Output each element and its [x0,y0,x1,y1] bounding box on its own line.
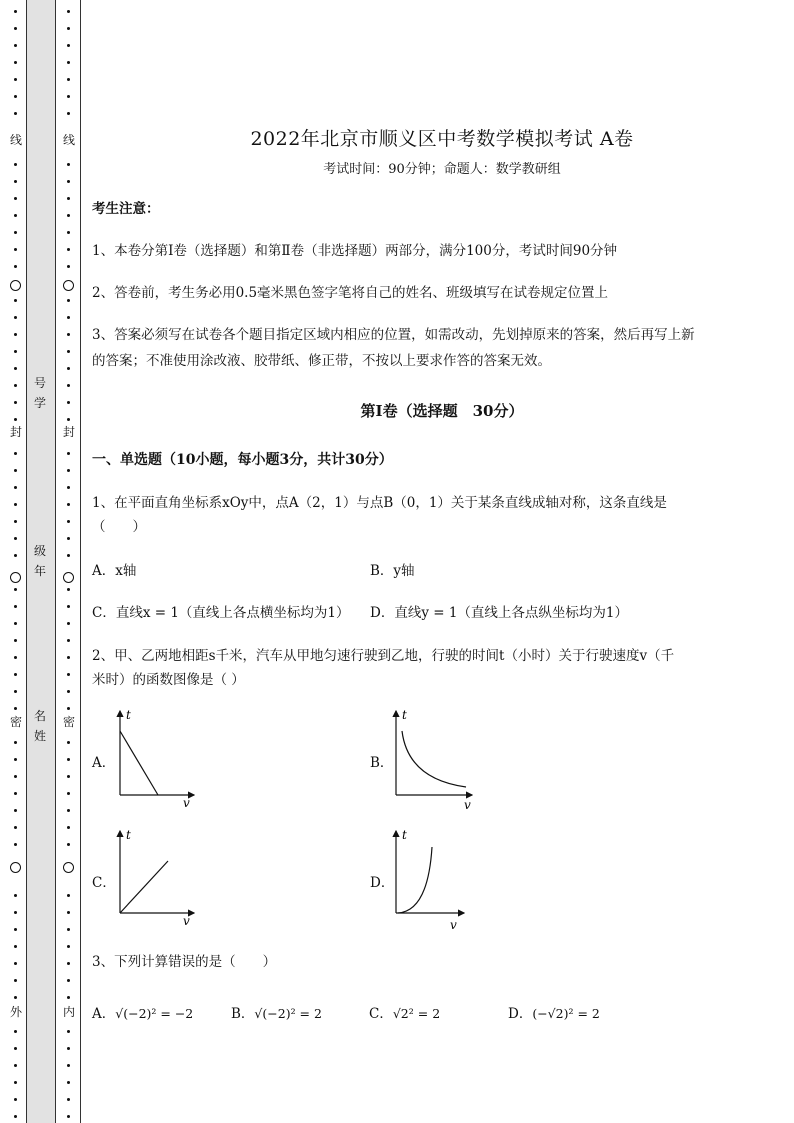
binding-dot [14,1047,17,1050]
binding-dot [14,27,17,30]
binding-dot [67,1030,70,1033]
field-grade-char2: 年 [33,564,46,578]
axis-t-label: t [402,708,407,722]
binding-circle [63,280,74,291]
q3-option-d[interactable] [508,1004,600,1024]
binding-dot [67,1081,70,1084]
binding-dot [14,792,17,795]
notice-item-3: 3、答案必须写在试卷各个题目指定区域内相应的位置，如需改动，先划掉原来的答案，然后再写上新 [92,327,695,343]
outer-dotted-line [9,0,23,1123]
binding-dot [67,231,70,234]
binding-dot [67,10,70,13]
binding-dot [67,1047,70,1050]
binding-dot [67,248,70,251]
q3-stem: 3、下列计算错误的是（ ） [92,954,277,970]
binding-dot [67,1098,70,1101]
binding-dot [67,44,70,47]
q3-option-a[interactable] [92,1004,193,1024]
binding-dot [14,44,17,47]
binding-dot [14,928,17,931]
binding-dot [14,996,17,999]
q1-option-a[interactable]: A．x轴 [92,563,137,579]
q2-option-b[interactable]: B． [370,755,394,771]
binding-rule [80,0,81,1123]
binding-dot [67,962,70,965]
outer-mark-outside: 外 [9,1005,22,1019]
binding-dot [67,1064,70,1067]
inner-mark-line: 线 [62,133,75,147]
binding-dot [67,758,70,761]
binding-dot [14,894,17,897]
exam-title: 2022年北京市顺义区中考数学模拟考试 A卷 [250,128,634,150]
binding-dot [67,707,70,710]
q1-option-d[interactable]: D．直线y = 1（直线上各点纵坐标均为1） [370,605,629,621]
binding-circle [63,572,74,583]
inner-mark-inside: 内 [62,1005,75,1019]
binding-dot [14,180,17,183]
q1-option-b[interactable]: B．y轴 [370,563,415,579]
q2-stem: 2、甲、乙两地相距s千米，汽车从甲地匀速行驶到乙地，行驶的时间t（小时）关于行驶速度v（千 [92,648,675,664]
binding-dot [67,197,70,200]
binding-dot [14,758,17,761]
q3-option-b[interactable] [231,1004,322,1024]
outer-mark-seal: 封 [9,425,22,439]
axis-v-label: v [464,798,471,812]
binding-dot [14,333,17,336]
inner-mark-seal: 封 [62,425,75,439]
binding-dot [14,469,17,472]
binding-dot [67,214,70,217]
binding-dot [14,537,17,540]
binding-dot [67,61,70,64]
binding-dot [67,656,70,659]
binding-dot [14,316,17,319]
binding-dot [67,78,70,81]
binding-dot [14,299,17,302]
outer-mark-line: 线 [9,133,22,147]
binding-dot [14,197,17,200]
binding-dot [14,690,17,693]
binding-dot [67,384,70,387]
q1-stem: 1、在平面直角坐标系xOy中，点A（2，1）与点B（0，1）关于某条直线成轴对称，这条直线是 [92,495,667,511]
binding-dot [67,418,70,421]
function-curve [120,731,158,795]
binding-dot [67,401,70,404]
binding-dot [67,537,70,540]
section-title: 第I卷（选择题 30分） [360,402,524,420]
binding-dot [14,231,17,234]
binding-dot [67,1115,70,1118]
binding-dot [67,622,70,625]
q3-option-d-expr: (−√2)² = 2 [532,1006,600,1021]
q3-option-c-expr: √2² = 2 [392,1006,441,1021]
notice-item-3-cont: 的答案；不准使用涂改液、胶带纸、修正带，不按以上要求作答的答案无效。 [92,353,551,369]
binding-dot [67,996,70,999]
binding-dot [67,979,70,982]
binding-dot [14,248,17,251]
binding-dot [14,401,17,404]
binding-dot [14,1115,17,1118]
function-curve [398,847,432,913]
q3-option-a-expr: √(−2)² = −2 [115,1006,194,1021]
binding-dot [67,588,70,591]
q2-graph-c[interactable] [110,825,200,930]
q3-option-d-letter: D． [508,1006,533,1022]
binding-dot [14,61,17,64]
binding-dot [14,1030,17,1033]
binding-dot [14,520,17,523]
q2-graph-a[interactable] [110,705,200,810]
inner-mark-secret: 密 [62,715,75,729]
notice-item-2: 2、答卷前，考生务必用0.5毫米黑色签字笔将自己的姓名、班级填写在试卷规定位置上 [92,285,609,301]
q2-option-c[interactable]: C． [92,875,116,891]
q2-stem-cont: 米时）的函数图像是（ ） [92,672,245,688]
q1-option-c[interactable]: C．直线x = 1（直线上各点横坐标均为1） [92,605,350,621]
q3-option-b-letter: B． [231,1006,255,1022]
binding-dot [14,1081,17,1084]
binding-dot [67,333,70,336]
binding-dot [14,78,17,81]
binding-dot [67,911,70,914]
binding-dot [67,486,70,489]
binding-dot [14,95,17,98]
binding-dot [67,894,70,897]
binding-dot [14,809,17,812]
axis-v-label: v [450,918,457,932]
binding-dot [67,520,70,523]
binding-dot [67,741,70,744]
binding-dot [14,503,17,506]
binding-dot [67,469,70,472]
notice-heading: 考生注意： [92,201,160,217]
binding-dot [14,588,17,591]
binding-dot [67,792,70,795]
binding-dot [67,775,70,778]
binding-dot [14,112,17,115]
outer-mark-secret: 密 [9,715,22,729]
field-grade-char1: 级 [33,544,46,558]
binding-dot [14,622,17,625]
axis-t-label: t [126,708,131,722]
binding-dot [14,945,17,948]
binding-dot [14,350,17,353]
q2-option-d[interactable]: D． [370,875,395,891]
binding-dot [67,180,70,183]
binding-dot [14,214,17,217]
binding-dot [14,656,17,659]
axis-t-label: t [402,828,407,842]
binding-dot [14,1098,17,1101]
binding-dot [67,826,70,829]
q3-option-b-expr: √(−2)² = 2 [254,1006,322,1021]
axis-v-label: v [183,914,190,928]
binding-dot [67,673,70,676]
q3-option-c-letter: C． [369,1006,393,1022]
binding-dot [14,911,17,914]
binding-dot [14,265,17,268]
binding-dot [14,962,17,965]
binding-dot [14,452,17,455]
binding-dot [14,707,17,710]
binding-dot [67,945,70,948]
binding-dot [14,1064,17,1067]
q2-option-a[interactable]: A． [92,755,116,771]
binding-dot [67,299,70,302]
binding-strip [26,0,56,1123]
binding-dot [14,639,17,642]
axis-v-label: v [183,796,190,810]
binding-dot [14,775,17,778]
binding-dot [14,554,17,557]
binding-circle [10,572,21,583]
binding-dot [67,809,70,812]
binding-dot [67,367,70,370]
q3-option-a-letter: A． [92,1006,116,1022]
axis-t-label: t [126,828,131,842]
binding-dot [67,112,70,115]
function-curve [402,731,466,787]
binding-dot [67,316,70,319]
binding-dot [67,350,70,353]
field-name-char1: 名 [33,709,46,723]
binding-dot [67,27,70,30]
exam-subtitle: 考试时间：90分钟；命题人：数学教研组 [323,162,561,177]
binding-dot [14,741,17,744]
function-curve [120,861,168,913]
binding-dot [14,486,17,489]
inner-dotted-line [62,0,76,1123]
binding-dot [67,163,70,166]
binding-circle [10,280,21,291]
binding-circle [63,862,74,873]
field-student-id-char2: 学 [33,396,46,410]
binding-dot [14,673,17,676]
q2-graph-b[interactable] [386,705,478,813]
binding-dot [67,690,70,693]
binding-dot [67,928,70,931]
binding-dot [14,843,17,846]
part-heading: 一、单选题（10小题，每小题3分，共计30分） [92,452,393,468]
binding-dot [14,10,17,13]
q3-option-c[interactable] [369,1004,440,1024]
binding-dot [67,843,70,846]
binding-dot [14,605,17,608]
q1-stem-blank: （ ） [92,519,146,535]
binding-dot [67,554,70,557]
binding-dot [14,418,17,421]
binding-dot [67,639,70,642]
binding-circle [10,862,21,873]
binding-dot [14,384,17,387]
binding-dot [67,452,70,455]
binding-dot [14,367,17,370]
q2-graph-d[interactable] [386,825,478,935]
field-name-char2: 姓 [33,729,46,743]
notice-item-1: 1、本卷分第I卷（选择题）和第Ⅱ卷（非选择题）两部分，满分100分，考试时间90分钟 [92,243,618,259]
binding-dot [14,826,17,829]
binding-dot [67,265,70,268]
binding-dot [14,163,17,166]
binding-dot [67,95,70,98]
binding-dot [67,503,70,506]
binding-dot [14,979,17,982]
field-student-id-char1: 号 [33,376,46,390]
binding-dot [67,605,70,608]
